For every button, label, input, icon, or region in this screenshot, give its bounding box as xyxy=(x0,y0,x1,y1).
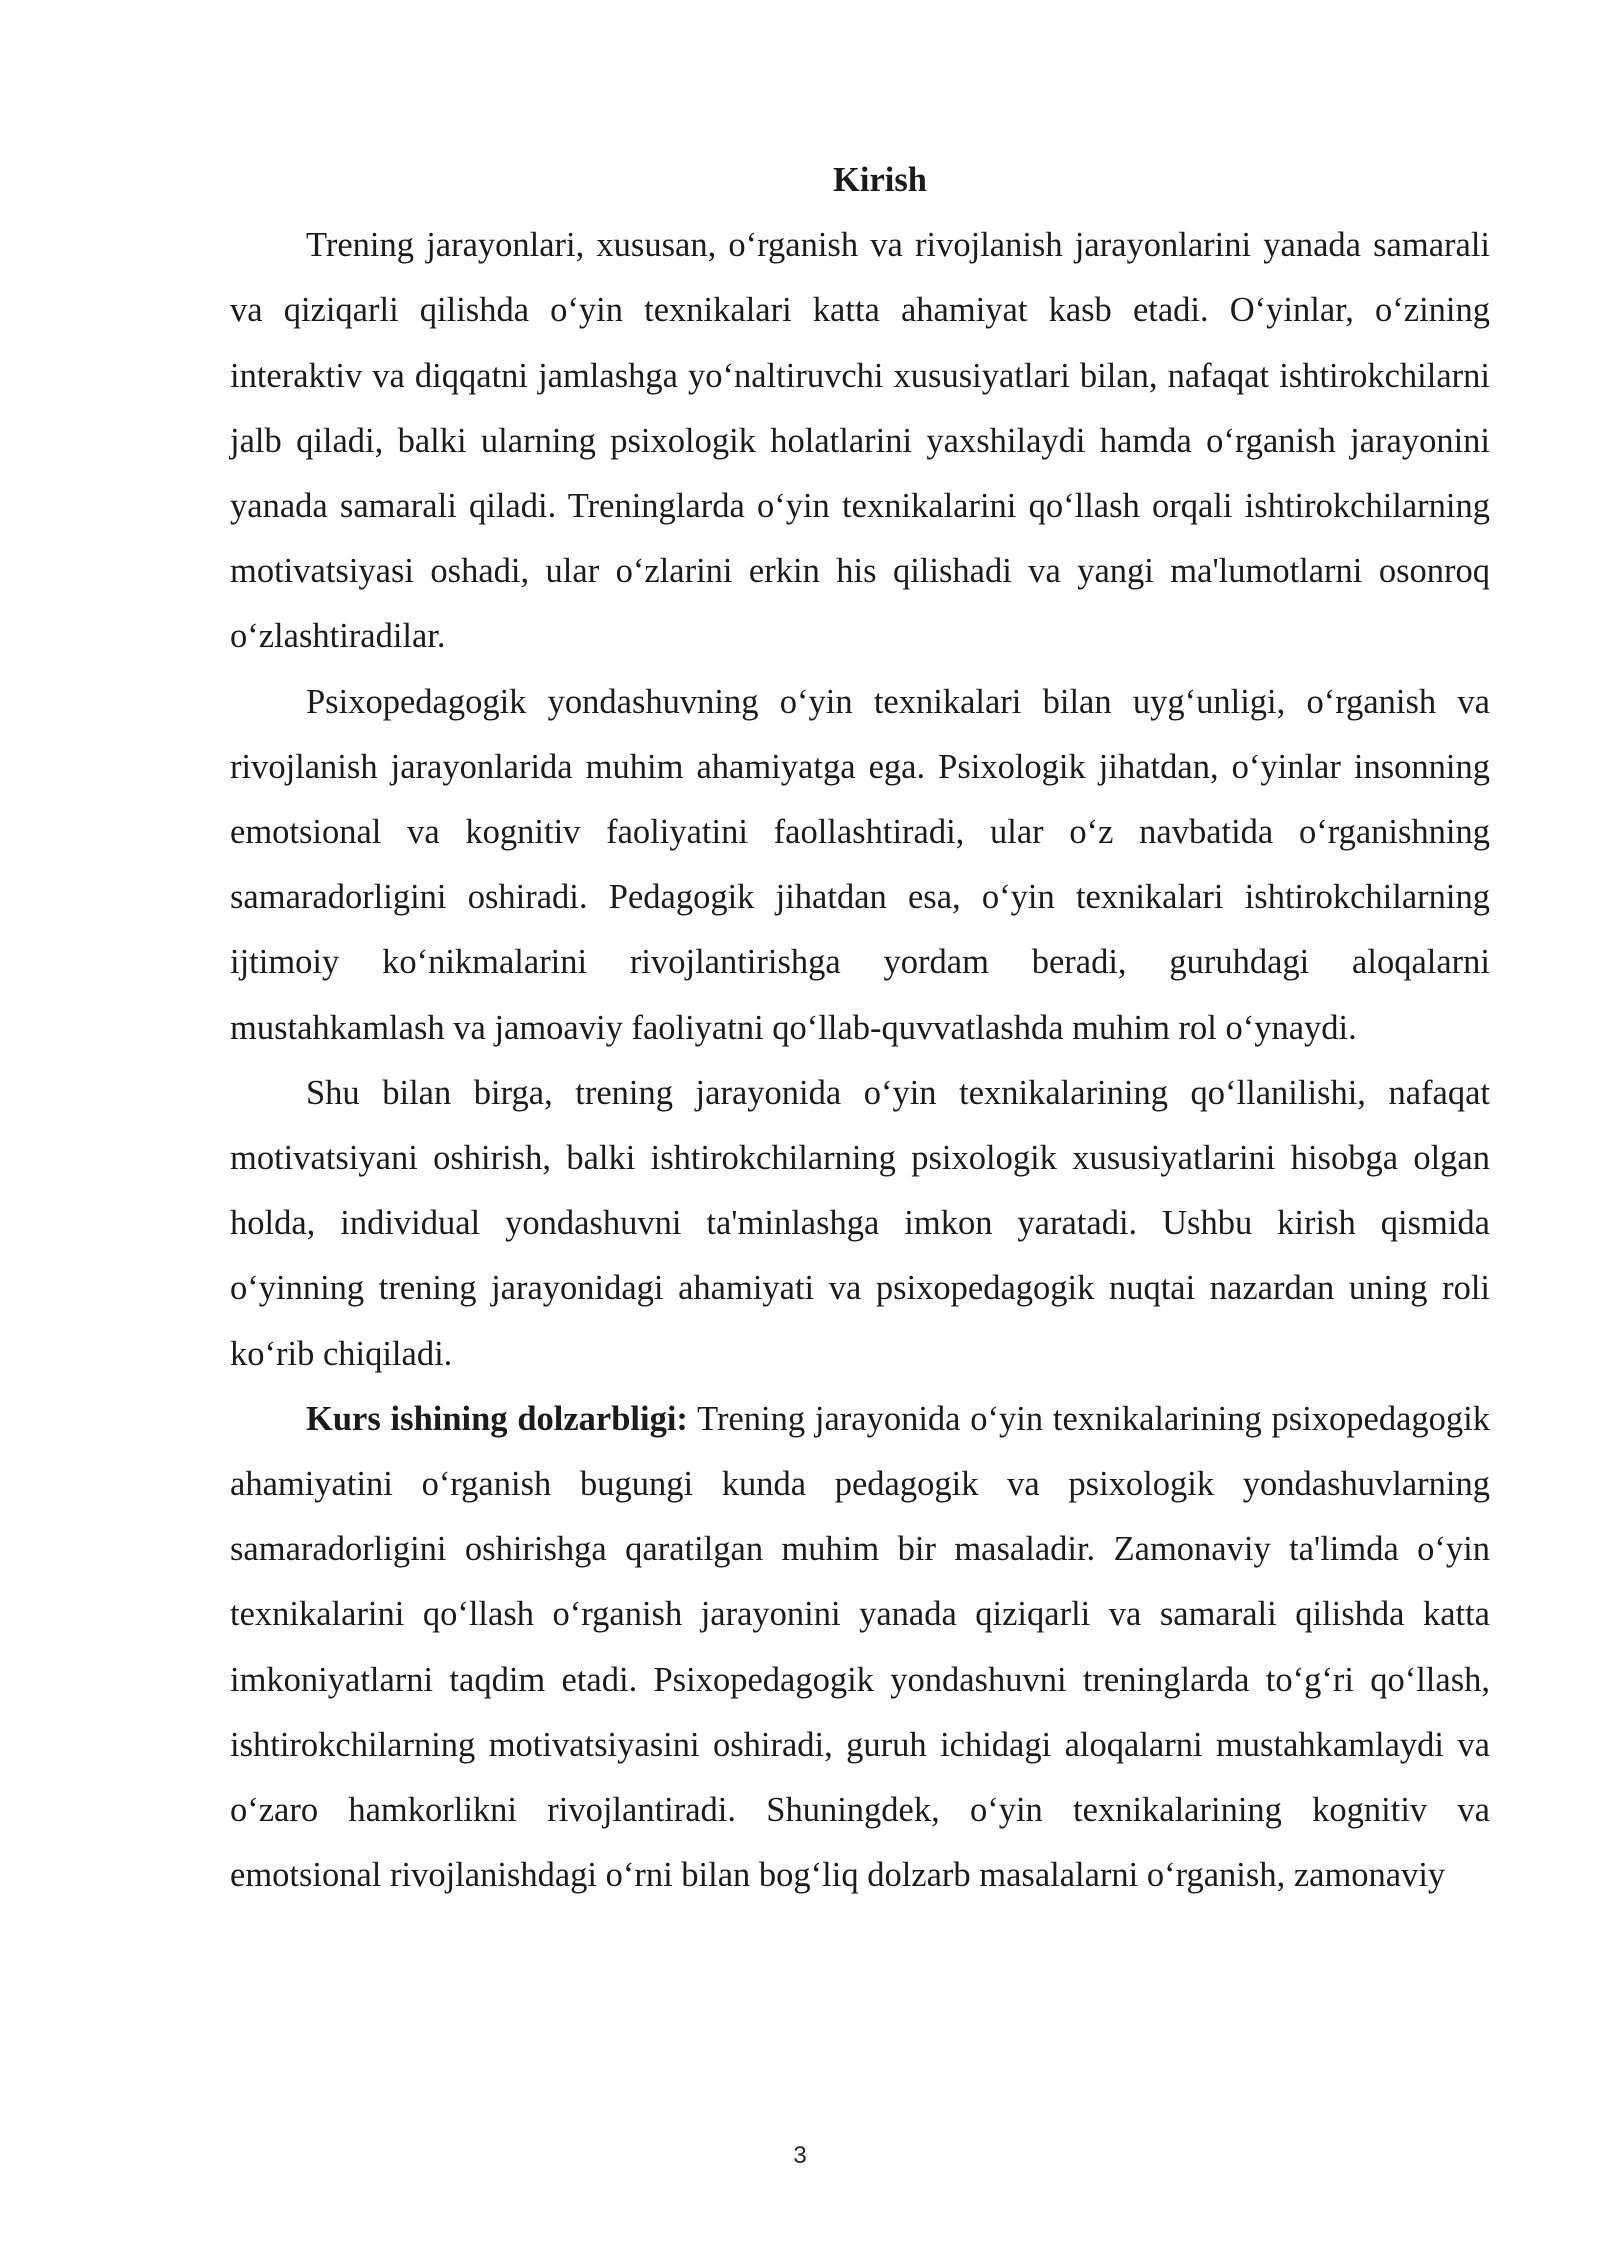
paragraph xyxy=(230,1061,1490,1387)
paragraph xyxy=(230,1387,1490,1909)
paragraph-text: Trening jarayonlari, xususan, o‘rganish va rivojlanish jarayonlarini yanada samarali va qiziqarli qilishda o‘yin texnikalari katta ahamiyat kasb etadi. O‘yinlar, o‘zining interaktiv va diqqatni jamlashga yo‘naltiruvchi xususiyatlari bilan, nafaqat ishtirokchilarni jalb qiladi, balki ularning psixologik holatlarini yaxshilaydi hamda o‘rganish jarayonini yanada samarali qiladi. Treninglarda o‘yin texnikalarini qo‘llash orqali ishtirokchilarning motivatsiyasi oshadi, ular o‘zlarini erkin his qilishadi va yangi ma'lumotlarni osonroq o‘zlashtiradilar. xyxy=(230,226,1490,656)
section-title: Kirish xyxy=(833,161,927,199)
page-content xyxy=(230,148,1490,1908)
paragraph-text: Psixopedagogik yondashuvning o‘yin texnikalari bilan uyg‘unligi, o‘rganish va rivojlanish jarayonlarida muhim ahamiyatga ega. Psixologik jihatdan, o‘yinlar insonning emotsional va kognitiv faoliyatini faollashtiradi, ular o‘z navbatida o‘rganishning samaradorligini oshiradi. Pedagogik jihatdan esa, o‘yin texnikalari ishtirokchilarning ijtimoiy ko‘nikmalarini rivojlantirishga yordam beradi, guruhdagi aloqalarni mustahkamlash va jamoaviy faoliyatni qo‘llab-quvvatlashda muhim rol o‘ynaydi. xyxy=(230,682,1490,1047)
paragraph-text: Shu bilan birga, trening jarayonida o‘yin texnikalarining qo‘llanilishi, nafaqat motivatsiyani oshirish, balki ishtirokchilarning psixologik xususiyatlarini hisobga olgan holda, individual yondashuvni ta'minlashga imkon yaratadi. Ushbu kirish qismida o‘yinning trening jarayonidagi ahamiyati va psixopedagogik nuqtai nazardan uning roli ko‘rib chiqiladi. xyxy=(230,1073,1490,1373)
paragraph xyxy=(230,670,1490,1061)
page-number: 3 xyxy=(793,2142,807,2169)
paragraph-lead-heading: Kurs ishining dolzarbligi: xyxy=(306,1399,688,1438)
paragraph xyxy=(230,213,1490,669)
paragraph-text: Trening jarayonida o‘yin texnikalarining psixopedagogik ahamiyatini o‘rganish bugungi kunda pedagogik va psixologik yondashuvlarning samaradorligini oshirishga qaratilgan muhim bir masaladir. Zamonaviy ta'limda o‘yin texnikalarini qo‘llash o‘rganish jarayonini yanada qiziqarli va samarali qilishda katta imkoniyatlarni taqdim etadi. Psixopedagogik yondashuvni treninglarda to‘g‘ri qo‘llash, ishtirokchilarning motivatsiyasini oshiradi, guruh ichidagi aloqalarni mustahkamlaydi va o‘zaro hamkorlikni rivojlantiradi. Shuningdek, o‘yin texnikalarining kognitiv va emotsional rivojlanishdagi o‘rni bilan bog‘liq dolzarb masalalarni o‘rganish, zamonaviy xyxy=(230,1399,1490,1895)
